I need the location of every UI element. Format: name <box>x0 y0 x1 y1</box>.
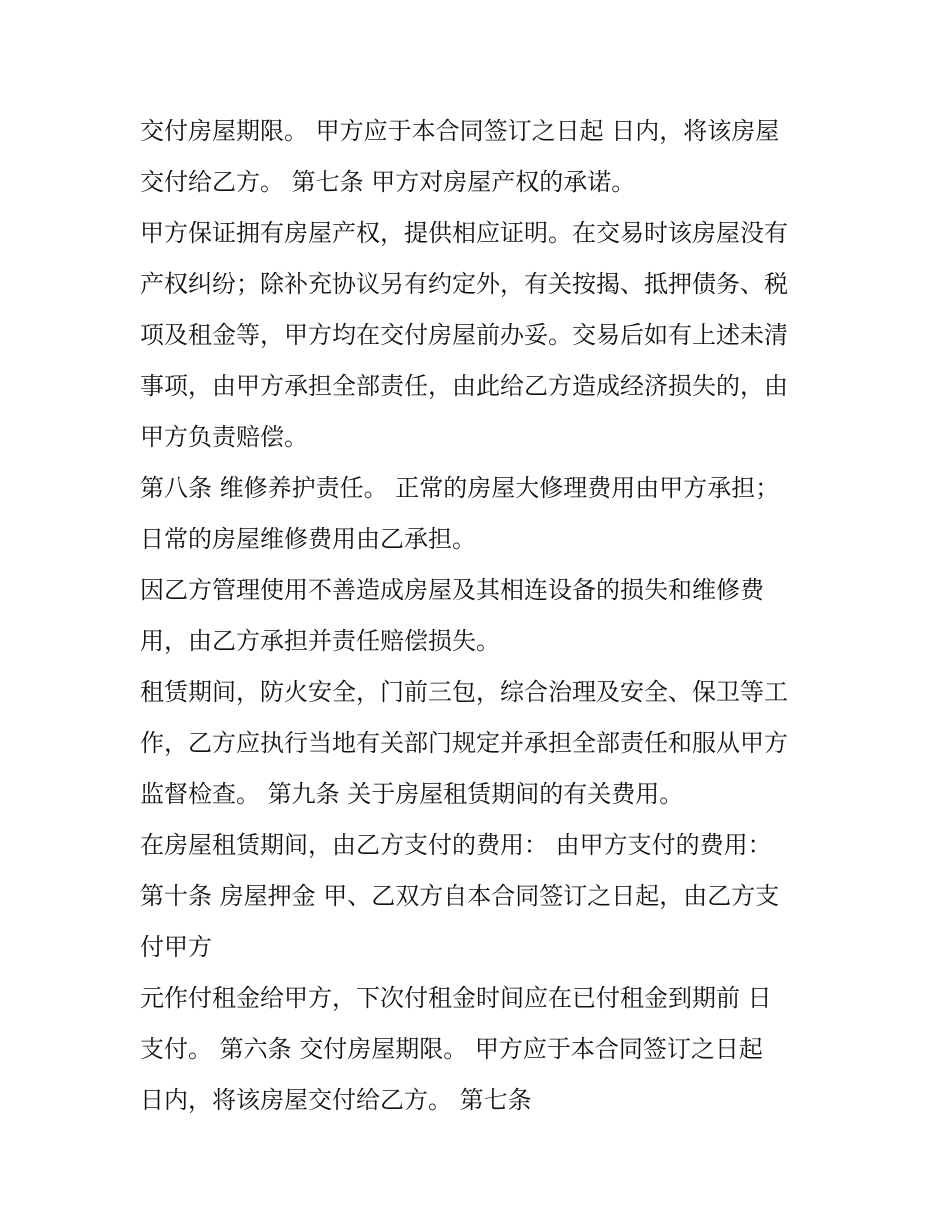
text-line: 作，乙方应执行当地有关部门规定并承担全部责任和服从甲方 <box>140 729 788 757</box>
text-line: 付甲方 <box>140 933 212 961</box>
text-line: 项及租金等，甲方均在交付房屋前办妥。交易后如有上述未清 <box>140 321 788 349</box>
text-line: 事项，由甲方承担全部责任，由此给乙方造成经济损失的，由 <box>140 372 788 400</box>
text-line: 支付。 第六条 交付房屋期限。 甲方应于本合同签订之日起 <box>140 1035 763 1063</box>
text-line: 监督检查。 第九条 关于房屋租赁期间的有关费用。 <box>140 780 684 808</box>
text-line: 日常的房屋维修费用由乙承担。 <box>140 525 476 553</box>
text-line: 元作付租金给甲方，下次付租金时间应在已付租金到期前 日 <box>140 984 772 1012</box>
text-line: 第十条 房屋押金 甲、乙双方自本合同签订之日起，由乙方支 <box>140 882 780 910</box>
text-line: 租赁期间，防火安全，门前三包，综合治理及安全、保卫等工 <box>140 678 788 706</box>
text-line: 交付给乙方。 第七条 甲方对房屋产权的承诺。 <box>140 168 636 196</box>
text-line: 交付房屋期限。 甲方应于本合同签订之日起 日内，将该房屋 <box>140 117 780 145</box>
text-line: 日内，将该房屋交付给乙方。 第七条 <box>140 1086 532 1114</box>
text-line: 在房屋租赁期间，由乙方支付的费用： 由甲方支付的费用： <box>140 831 772 859</box>
text-line: 产权纠纷；除补充协议另有约定外，有关按揭、抵押债务、税 <box>140 270 788 298</box>
text-line: 第八条 维修养护责任。 正常的房屋大修理费用由甲方承担； <box>140 474 780 502</box>
text-line: 甲方保证拥有房屋产权，提供相应证明。在交易时该房屋没有 <box>140 219 788 247</box>
text-line: 因乙方管理使用不善造成房屋及其相连设备的损失和维修费 <box>140 576 764 604</box>
text-line: 用，由乙方承担并责任赔偿损失。 <box>140 627 500 655</box>
contract-text-body <box>140 106 820 1126</box>
text-line: 甲方负责赔偿。 <box>140 423 308 451</box>
